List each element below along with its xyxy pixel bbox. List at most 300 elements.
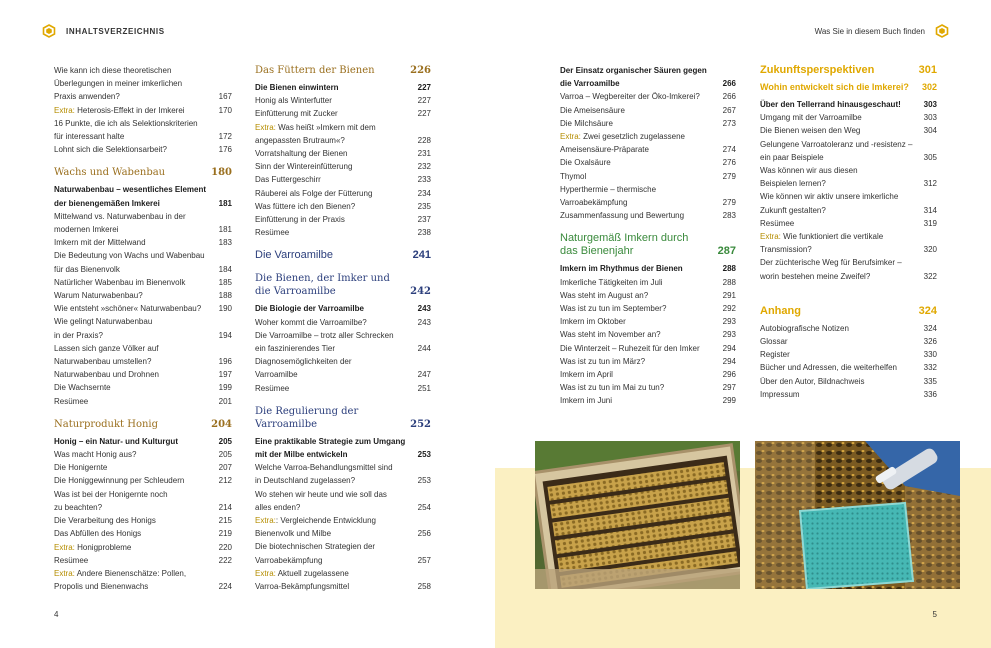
entry-page-number: 194 [218, 330, 232, 340]
entry-title [54, 223, 118, 236]
entry-title [560, 262, 683, 275]
toc-entry[interactable] [54, 289, 232, 302]
toc-entry[interactable] [255, 302, 431, 315]
entry-title [54, 263, 120, 276]
entry-title [760, 375, 865, 388]
entry-title [255, 173, 321, 186]
entry-page-number: 253 [417, 476, 431, 486]
toc-entry[interactable] [54, 104, 232, 117]
entry-text: zu beachten? [54, 502, 103, 512]
entry-title [54, 580, 148, 593]
entry-page-number: 279 [722, 198, 736, 208]
entry-title [560, 289, 648, 302]
toc-entry[interactable] [54, 368, 232, 381]
entry-page-number: 183 [218, 238, 232, 248]
toc-entry[interactable] [255, 213, 431, 226]
entry-text: der bienengemäßen Imkerei [54, 198, 160, 208]
entry-page-number: 227 [417, 96, 431, 106]
toc-section-heading[interactable] [54, 418, 232, 431]
entry-text: Transmission? [760, 245, 812, 255]
toc-entry[interactable] [760, 375, 937, 388]
entry-text: Was ist zu tun im September? [560, 304, 667, 314]
toc-entry[interactable] [560, 77, 736, 90]
toc-entry[interactable] [255, 368, 431, 381]
entry-title [760, 270, 870, 283]
toc-entry[interactable] [760, 204, 937, 217]
toc-entry[interactable] [54, 474, 232, 487]
entry-title [255, 302, 364, 315]
entry-title [560, 328, 661, 341]
entry-text: für interessant halte [54, 132, 125, 142]
entry-title [54, 315, 152, 328]
entry-page-number: 219 [218, 529, 232, 539]
entry-page-number: 335 [923, 376, 937, 386]
entry-page-number: 276 [722, 158, 736, 168]
toc-entry[interactable] [54, 580, 232, 593]
toc-entry[interactable] [255, 316, 431, 329]
toc-entry[interactable] [54, 435, 232, 448]
toc-entry[interactable] [54, 64, 232, 77]
toc-entry[interactable] [560, 355, 736, 368]
entry-page-number: 291 [722, 290, 736, 300]
toc-entry[interactable] [760, 138, 937, 151]
entry-text: Varroa-Bekämpfungsmittel [255, 582, 350, 592]
toc-entry[interactable] [54, 117, 232, 130]
toc-entry[interactable] [560, 156, 736, 169]
toc-section-heading[interactable] [255, 64, 431, 77]
toc-entry[interactable] [255, 107, 431, 120]
entry-title [255, 580, 349, 593]
entry-page-number: 304 [923, 126, 937, 136]
entry-page-number: 238 [417, 228, 431, 238]
entry-text: Diagnosemöglichkeiten der [255, 357, 352, 367]
toc-section-heading[interactable] [760, 64, 937, 77]
entry-page-number: 199 [218, 383, 232, 393]
section-title-line: die Varroamilbe [255, 286, 336, 298]
entry-text: Eine praktikable Strategie zum Umgang [255, 436, 406, 446]
entry-text: Varroa – Wegbereiter der Öko-Imkerei? [560, 92, 700, 102]
entry-text: Was steht im November an? [560, 330, 661, 340]
toc-entry[interactable] [54, 183, 232, 196]
entry-title [54, 249, 205, 262]
toc-entry[interactable] [255, 474, 431, 487]
toc-entry[interactable] [255, 514, 431, 527]
entry-title [54, 342, 159, 355]
entry-title [54, 329, 103, 342]
toc-entry[interactable] [560, 328, 736, 341]
running-header-right: Was Sie in diesem Buch finden [814, 27, 925, 36]
toc-entry[interactable] [760, 256, 937, 269]
entry-title [54, 541, 131, 554]
entry-page-number: 190 [218, 304, 232, 314]
toc-entry[interactable] [255, 147, 431, 160]
entry-title [255, 121, 376, 134]
entry-title [54, 183, 206, 196]
section-page-number: 301 [918, 64, 937, 76]
entry-text: Das Abfüllen des Honigs [54, 529, 142, 539]
entry-page-number: 232 [417, 162, 431, 172]
toc-entry[interactable] [54, 263, 232, 276]
toc-section-heading[interactable] [760, 81, 937, 94]
entry-title [255, 107, 338, 120]
toc-section-heading[interactable] [560, 232, 736, 258]
entry-page-number: 231 [417, 149, 431, 159]
entry-title [255, 567, 349, 580]
toc-entry[interactable] [760, 217, 937, 230]
toc-entry[interactable] [255, 121, 431, 134]
toc-entry[interactable] [560, 368, 736, 381]
toc-entry[interactable] [560, 64, 736, 77]
entry-title [560, 209, 684, 222]
toc-entry[interactable] [54, 77, 232, 90]
entry-page-number: 279 [722, 171, 736, 181]
entry-title [760, 98, 901, 111]
entry-text: Imkern mit der Mittelwand [54, 238, 146, 248]
entry-title [760, 151, 824, 164]
toc-entry[interactable] [54, 130, 232, 143]
toc-entry[interactable] [560, 117, 736, 130]
toc-entry[interactable] [255, 461, 431, 474]
entry-page-number: 288 [722, 277, 736, 287]
entry-title [54, 501, 102, 514]
toc-entry[interactable] [54, 488, 232, 501]
toc-entry[interactable] [255, 342, 431, 355]
section-page-number: 302 [921, 82, 937, 92]
entry-text: Die Milchsäure [560, 118, 613, 128]
entry-title [760, 164, 858, 177]
page-number-left: 4 [54, 610, 59, 619]
toc-entry[interactable] [255, 160, 431, 173]
entry-title [255, 226, 289, 239]
entry-text: Naturwabenbau umstellen? [54, 357, 152, 367]
entry-page-number: 258 [417, 582, 431, 592]
entry-title [760, 256, 902, 269]
entry-title [255, 368, 298, 381]
toc-entry[interactable] [255, 200, 431, 213]
toc-entry[interactable] [560, 170, 736, 183]
entry-title [54, 527, 141, 540]
toc-entry[interactable] [255, 94, 431, 107]
entry-text: Autobiografische Notizen [760, 323, 849, 333]
toc-entry[interactable] [560, 209, 736, 222]
toc-entry[interactable] [255, 382, 431, 395]
entry-text: Naturwabenbau und Drohnen [54, 370, 159, 380]
entry-text: für das Bienenvolk [54, 264, 120, 274]
entry-page-number: 237 [417, 215, 431, 225]
varroa-treatment-sponge-photo [755, 441, 960, 589]
toc-section-heading[interactable] [760, 305, 937, 318]
entry-text: Was füttere ich den Bienen? [255, 201, 356, 211]
toc-entry[interactable] [760, 98, 937, 111]
running-header-left: INHALTSVERZEICHNIS [66, 27, 165, 36]
entry-page-number: 170 [218, 105, 232, 115]
section-page-number: 324 [918, 304, 937, 317]
entry-title [255, 435, 405, 448]
toc-entry[interactable] [54, 90, 232, 103]
section-title [255, 405, 358, 431]
entry-text: Gelungene Varroatoleranz und -resistenz – [760, 139, 913, 149]
entry-title [54, 554, 88, 567]
hexagon-icon [935, 24, 949, 38]
toc-entry[interactable] [760, 243, 937, 256]
entry-text: alles enden? [255, 502, 301, 512]
toc-entry[interactable] [560, 90, 736, 103]
toc-entry[interactable] [560, 302, 736, 315]
toc-section-heading[interactable] [255, 272, 431, 298]
entry-title [560, 90, 700, 103]
toc-entry[interactable] [54, 223, 232, 236]
toc-entry[interactable] [54, 541, 232, 554]
section-page-number: 241 [412, 249, 431, 262]
toc-entry[interactable] [560, 104, 736, 117]
toc-entry[interactable] [255, 435, 431, 448]
entry-page-number: 305 [923, 152, 937, 162]
entry-page-number: 220 [218, 542, 232, 552]
entry-title [255, 514, 376, 527]
entry-title [760, 361, 897, 374]
entry-page-number: 322 [923, 271, 937, 281]
entry-text: Die biotechnischen Strategien der [255, 542, 376, 552]
toc-entry[interactable] [255, 134, 431, 147]
toc-entry[interactable] [255, 173, 431, 186]
toc-entry[interactable] [760, 270, 937, 283]
entry-title [255, 200, 355, 213]
entry-page-number: 293 [722, 330, 736, 340]
entry-title [54, 90, 120, 103]
entry-text: Der Einsatz organischer Säuren gegen [560, 66, 707, 75]
entry-text: worin bestehen meine Zweifel? [760, 271, 871, 281]
toc-entry[interactable] [255, 580, 431, 593]
entry-page-number: 266 [722, 92, 736, 102]
toc-entry[interactable] [54, 514, 232, 527]
toc-entry[interactable] [54, 197, 232, 210]
entry-text: Was macht Honig aus? [54, 450, 137, 460]
toc-entry[interactable] [560, 276, 736, 289]
toc-entry[interactable] [760, 111, 937, 124]
entry-text: ein faszinierendes Tier [255, 344, 336, 354]
entry-title [760, 335, 788, 348]
entry-title [760, 217, 794, 230]
entry-text: Die Winterzeit – Ruhezeit für den Imker [560, 343, 700, 353]
entry-title [54, 368, 159, 381]
entry-page-number: 227 [417, 109, 431, 119]
entry-text: Das Futtergeschirr [255, 175, 321, 185]
toc-entry[interactable] [760, 230, 937, 243]
toc-entry[interactable] [255, 355, 431, 368]
toc-entry[interactable] [255, 226, 431, 239]
toc-entry[interactable] [54, 315, 232, 328]
toc-entry[interactable] [255, 501, 431, 514]
entry-title [54, 64, 171, 77]
entry-title [560, 156, 611, 169]
entry-text: ein paar Beispiele [760, 152, 824, 162]
toc-entry[interactable] [760, 124, 937, 137]
toc-column-3 [560, 64, 736, 408]
entry-title [560, 170, 586, 183]
entry-page-number: 297 [722, 383, 736, 393]
entry-text: Woher kommt die Varroamilbe? [255, 317, 367, 327]
toc-entry[interactable] [54, 355, 232, 368]
toc-section-heading[interactable] [255, 405, 431, 431]
entry-title [255, 329, 394, 342]
entry-text: Warum Naturwabenbau? [54, 291, 143, 301]
toc-entry[interactable] [54, 276, 232, 289]
left-page [0, 0, 495, 648]
toc-entry[interactable] [560, 289, 736, 302]
entry-page-number: 314 [923, 205, 937, 215]
toc-entry[interactable] [54, 381, 232, 394]
entry-text: Varroamilbe [255, 370, 298, 380]
toc-entry[interactable] [760, 335, 937, 348]
toc-entry[interactable] [54, 342, 232, 355]
entry-text: Impressum [760, 389, 800, 399]
entry-text: Thymol [560, 171, 587, 181]
entry-text: Räuberei als Folge der Fütterung [255, 188, 373, 198]
toc-entry[interactable] [760, 151, 937, 164]
toc-entry[interactable] [54, 448, 232, 461]
entry-title [255, 474, 355, 487]
toc-entry[interactable] [54, 567, 232, 580]
toc-entry[interactable] [760, 388, 937, 401]
entry-title [255, 461, 393, 474]
entry-title [54, 567, 186, 580]
entry-page-number: 294 [722, 356, 736, 366]
entry-page-number: 293 [722, 317, 736, 327]
entry-title [54, 488, 168, 501]
toc-entry[interactable] [54, 236, 232, 249]
toc-entry[interactable] [760, 361, 937, 374]
toc-entry[interactable] [255, 488, 431, 501]
right-page [495, 0, 991, 648]
entry-page-number: 167 [218, 92, 232, 102]
entry-text: Mittelwand vs. Naturwabenbau in der [54, 211, 186, 221]
toc-entry[interactable] [560, 315, 736, 328]
toc-entry[interactable] [760, 164, 937, 177]
entry-title [560, 276, 663, 289]
entry-page-number: 244 [417, 344, 431, 354]
toc-entry[interactable] [560, 342, 736, 355]
toc-entry[interactable] [560, 196, 736, 209]
entry-title [760, 230, 883, 243]
toc-entry[interactable] [54, 395, 232, 408]
entry-page-number: 266 [722, 79, 736, 89]
entry-text: Was heißt »Imkern mit dem [275, 122, 376, 132]
toc-entry[interactable] [255, 187, 431, 200]
section-page-number: 242 [410, 286, 431, 298]
toc-entry[interactable] [760, 322, 937, 335]
entry-text: die Varroamilbe [560, 79, 620, 89]
entry-text: Die Honigernte [54, 463, 108, 473]
entry-text: Die Varroamilbe – trotz aller Schrecken [255, 330, 394, 340]
entry-title [54, 77, 182, 90]
toc-entry[interactable] [255, 540, 431, 553]
entry-title [560, 130, 685, 143]
toc-entry[interactable] [54, 329, 232, 342]
entry-text: Resümee [760, 218, 795, 228]
entry-title [760, 243, 812, 256]
entry-page-number: 201 [218, 396, 232, 406]
toc-entry[interactable] [54, 461, 232, 474]
entry-page-number: 319 [923, 218, 937, 228]
entry-text: Einfütterung mit Zucker [255, 109, 338, 119]
toc-entry[interactable] [560, 183, 736, 196]
entry-text: Ameisensäure-Präparate [560, 145, 649, 155]
honeycomb-frames-photo [535, 441, 740, 589]
toc-entry[interactable] [54, 210, 232, 223]
entry-title [54, 117, 198, 130]
entry-page-number: 251 [417, 383, 431, 393]
entry-text: Praxis anwenden? [54, 92, 120, 102]
toc-entry[interactable] [760, 190, 937, 203]
entry-text: Der züchterische Weg für Berufsimker – [760, 258, 902, 268]
entry-text: Was ist bei der Honigernte noch [54, 489, 168, 499]
toc-entry[interactable] [560, 394, 736, 407]
toc-entry[interactable] [54, 302, 232, 315]
entry-text: Die Wachsernte [54, 383, 111, 393]
entry-page-number: 215 [218, 516, 232, 526]
entry-text: Hyperthermie – thermische [560, 184, 657, 194]
entry-page-number: 247 [417, 370, 431, 380]
toc-entry[interactable] [760, 348, 937, 361]
entry-title [255, 448, 347, 461]
entry-title [560, 117, 613, 130]
toc-entry[interactable] [255, 527, 431, 540]
entry-page-number: 320 [923, 245, 937, 255]
toc-section-heading[interactable] [54, 166, 232, 179]
entry-title [54, 104, 185, 117]
entry-text: Überlegungen in meiner imkerlichen [54, 79, 183, 89]
section-page-number: 226 [410, 65, 431, 76]
entry-title [255, 382, 289, 395]
entry-text: mit der Milbe entwickeln [255, 450, 348, 460]
entry-text: Resümee [54, 396, 89, 406]
entry-page-number: 256 [417, 529, 431, 539]
toc-entry[interactable] [255, 554, 431, 567]
entry-title [255, 488, 387, 501]
toc-entry[interactable] [54, 249, 232, 262]
toc-section-heading[interactable] [255, 249, 431, 262]
toc-entry[interactable] [54, 527, 232, 540]
entry-page-number: 288 [722, 264, 736, 274]
extra-label: Extra: [560, 132, 581, 142]
toc-entry[interactable] [560, 262, 736, 275]
section-title-line: Naturgemäß Imkern durch [560, 232, 689, 245]
toc-entry[interactable] [255, 567, 431, 580]
entry-page-number: 205 [218, 450, 232, 460]
extra-label: Extra: [54, 105, 75, 115]
entry-title [54, 474, 184, 487]
toc-entry[interactable] [255, 329, 431, 342]
toc-entry[interactable] [560, 381, 736, 394]
section-title: Die Varroamilbe [255, 249, 334, 262]
entry-text: Imkern im Rhythmus der Bienen [560, 264, 683, 274]
toc-entry[interactable] [54, 143, 232, 156]
entry-text: Varroabekämpfung [560, 198, 628, 208]
toc-entry[interactable] [560, 130, 736, 143]
toc-entry[interactable] [255, 448, 431, 461]
entry-page-number: 253 [417, 450, 431, 460]
toc-entry[interactable] [560, 143, 736, 156]
entry-text: Zusammenfassung und Bewertung [560, 211, 685, 221]
toc-entry[interactable] [255, 81, 431, 94]
entry-text: Glossar [760, 337, 788, 347]
toc-entry[interactable] [54, 554, 232, 567]
section-title: Zukunftsperspektiven [760, 64, 875, 76]
entry-text: Vorratshaltung der Bienen [255, 149, 348, 159]
toc-entry[interactable] [760, 177, 937, 190]
toc-entry[interactable] [54, 501, 232, 514]
entry-text: Zukunft gestalten? [760, 205, 826, 215]
